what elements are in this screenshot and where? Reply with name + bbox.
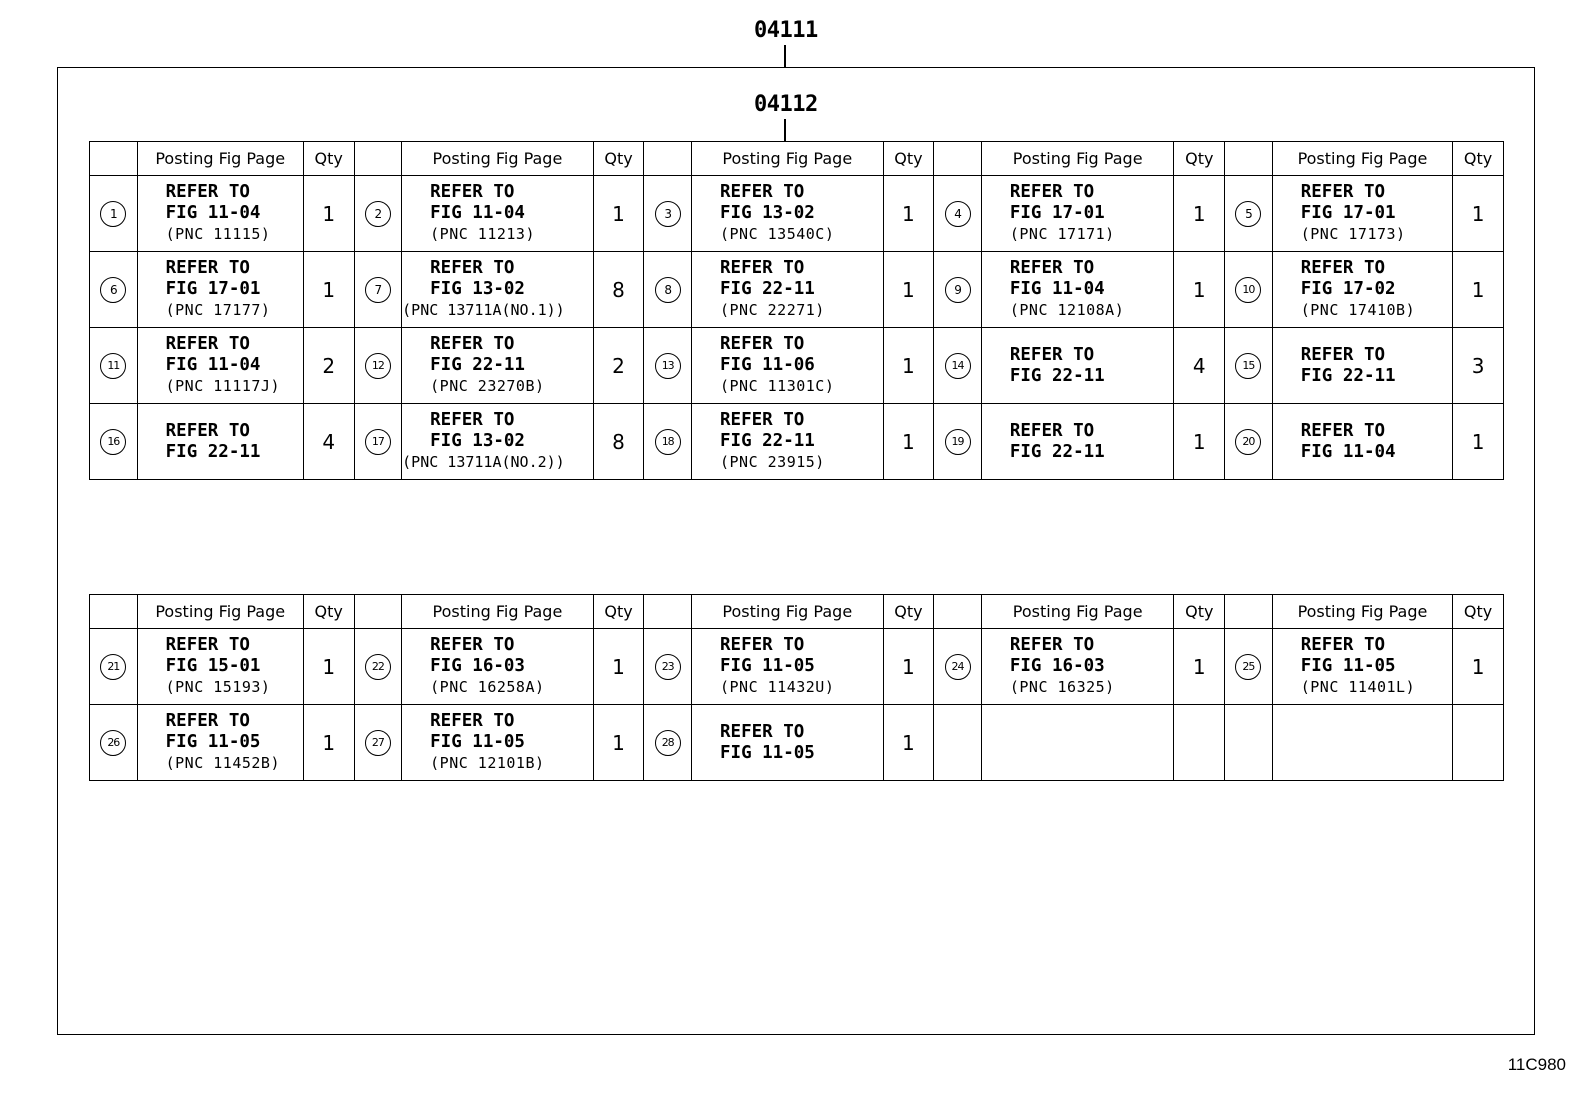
fig-number: FIG 16-03 <box>1009 656 1105 676</box>
refer-to-text: REFER TO <box>430 182 515 202</box>
pnc-reference: (PNC 16325) <box>1009 678 1115 696</box>
header-number-column <box>934 595 982 629</box>
refer-to-text: REFER TO <box>1009 344 1095 365</box>
fig-number: FIG 16-03 <box>430 656 525 676</box>
refer-to-text: REFER TO <box>165 258 250 278</box>
refer-to-text: REFER TO <box>1009 182 1095 202</box>
qty-cell: 2 <box>593 328 644 404</box>
qty-cell: 1 <box>1453 629 1504 705</box>
refer-to-text: REFER TO <box>720 635 805 655</box>
item-number-cell <box>354 176 402 252</box>
header-qty: Qty <box>593 142 644 176</box>
pnc-reference: (PNC 12108A) <box>1009 301 1125 319</box>
posting-fig-page-cell <box>692 629 884 705</box>
callout-leader-outer <box>784 45 786 67</box>
pnc-reference: (PNC 17177) <box>165 301 271 319</box>
pnc-reference: (PNC 17171) <box>1009 225 1115 243</box>
header-posting-fig-page: Posting Fig Page <box>1272 142 1452 176</box>
callout-04112: 04112 <box>754 92 818 117</box>
item-number-cell <box>354 705 402 781</box>
header-posting-fig-page: Posting Fig Page <box>692 142 884 176</box>
qty-cell: 1 <box>883 176 934 252</box>
posting-fig-page-cell <box>402 404 594 480</box>
fig-number: FIG 11-04 <box>430 203 525 223</box>
qty-cell: 1 <box>883 404 934 480</box>
refer-to-text: REFER TO <box>430 410 515 430</box>
qty-cell: 1 <box>303 705 354 781</box>
header-number-column <box>934 142 982 176</box>
fig-number: FIG 11-04 <box>165 355 261 375</box>
item-number-cell <box>934 705 982 781</box>
header-posting-fig-page: Posting Fig Page <box>981 142 1174 176</box>
qty-cell: 1 <box>1174 252 1225 328</box>
header-qty: Qty <box>1174 595 1225 629</box>
header-number-column <box>354 595 402 629</box>
qty-cell: 1 <box>303 629 354 705</box>
pnc-reference: (PNC 11401L) <box>1300 678 1416 696</box>
item-number-cell <box>934 328 982 404</box>
posting-fig-page-cell <box>402 328 594 404</box>
posting-fig-page-cell <box>981 629 1174 705</box>
posting-fig-page-cell <box>1272 176 1452 252</box>
item-number-cell <box>354 404 402 480</box>
header-posting-fig-page: Posting Fig Page <box>692 595 884 629</box>
posting-fig-page-cell <box>692 176 884 252</box>
parts-table-2 <box>89 594 1504 781</box>
pnc-reference: (PNC 11432U) <box>720 678 835 696</box>
fig-number: FIG 13-02 <box>430 431 525 451</box>
circled-item-number: 28 <box>655 730 681 756</box>
item-number-cell <box>934 404 982 480</box>
refer-to-text: REFER TO <box>430 258 515 278</box>
qty-cell: 1 <box>593 705 644 781</box>
fig-number: FIG 15-01 <box>165 656 261 676</box>
pnc-reference: (PNC 13711A(NO.1)) <box>402 301 565 319</box>
item-number-cell <box>644 629 692 705</box>
qty-cell: 3 <box>1453 328 1504 404</box>
table-row <box>90 252 1504 328</box>
item-number-cell <box>354 629 402 705</box>
item-number-cell <box>1225 629 1273 705</box>
qty-cell: 1 <box>883 328 934 404</box>
qty-cell <box>1174 705 1225 781</box>
circled-item-number: 2 <box>365 201 391 227</box>
item-number-cell <box>90 629 138 705</box>
header-posting-fig-page: Posting Fig Page <box>981 595 1174 629</box>
header-posting-fig-page: Posting Fig Page <box>137 142 303 176</box>
refer-to-text: REFER TO <box>165 182 250 202</box>
posting-fig-page-cell <box>1272 252 1452 328</box>
posting-fig-page-cell <box>981 404 1174 480</box>
fig-number: FIG 22-11 <box>1009 441 1105 462</box>
parts-table-1 <box>89 141 1504 480</box>
pnc-reference: (PNC 12101B) <box>430 754 545 772</box>
item-number-cell <box>90 176 138 252</box>
refer-to-text: REFER TO <box>165 420 250 441</box>
circled-item-number: 11 <box>100 353 126 379</box>
circled-item-number: 3 <box>655 201 681 227</box>
circled-item-number: 20 <box>1235 429 1261 455</box>
fig-number: FIG 17-01 <box>1009 203 1105 223</box>
circled-item-number: 15 <box>1235 353 1261 379</box>
refer-to-text: REFER TO <box>165 711 250 731</box>
fig-number: FIG 22-11 <box>1300 365 1396 386</box>
posting-fig-page-cell <box>981 705 1174 781</box>
circled-item-number: 14 <box>945 353 971 379</box>
qty-cell: 1 <box>1453 176 1504 252</box>
item-number-cell <box>1225 252 1273 328</box>
circled-item-number: 27 <box>365 730 391 756</box>
posting-fig-page-cell <box>137 404 303 480</box>
pnc-reference: (PNC 23915) <box>720 453 825 471</box>
circled-item-number: 12 <box>365 353 391 379</box>
pnc-reference: (PNC 13540C) <box>720 225 835 243</box>
qty-cell: 1 <box>303 176 354 252</box>
refer-to-text: REFER TO <box>430 334 515 354</box>
refer-to-text: REFER TO <box>1300 258 1386 278</box>
header-posting-fig-page: Posting Fig Page <box>402 142 594 176</box>
item-number-cell <box>354 328 402 404</box>
header-posting-fig-page: Posting Fig Page <box>402 595 594 629</box>
qty-cell: 1 <box>593 629 644 705</box>
circled-item-number: 26 <box>100 730 126 756</box>
circled-item-number: 17 <box>365 429 391 455</box>
qty-cell: 1 <box>1174 176 1225 252</box>
refer-to-text: REFER TO <box>1009 635 1095 655</box>
posting-fig-page-cell <box>981 176 1174 252</box>
table-row <box>90 705 1504 781</box>
pnc-reference: (PNC 11301C) <box>720 377 835 395</box>
circled-item-number: 4 <box>945 201 971 227</box>
table-row <box>90 404 1504 480</box>
qty-cell: 2 <box>303 328 354 404</box>
circled-item-number: 25 <box>1235 654 1261 680</box>
fig-number: FIG 11-05 <box>165 732 261 752</box>
callout-04111: 04111 <box>754 18 818 43</box>
circled-item-number: 5 <box>1235 201 1261 227</box>
circled-item-number: 1 <box>100 201 126 227</box>
header-number-column <box>644 595 692 629</box>
header-qty: Qty <box>303 142 354 176</box>
posting-fig-page-cell <box>1272 629 1452 705</box>
header-number-column <box>354 142 402 176</box>
header-qty: Qty <box>1174 142 1225 176</box>
item-number-cell <box>1225 404 1273 480</box>
refer-to-text: REFER TO <box>720 258 805 278</box>
posting-fig-page-cell <box>981 252 1174 328</box>
refer-to-text: REFER TO <box>720 410 805 430</box>
fig-number: FIG 17-02 <box>1300 279 1396 299</box>
posting-fig-page-cell <box>137 176 303 252</box>
posting-fig-page-cell <box>137 252 303 328</box>
refer-to-text: REFER TO <box>1300 635 1386 655</box>
header-posting-fig-page: Posting Fig Page <box>137 595 303 629</box>
refer-to-text: REFER TO <box>430 635 515 655</box>
qty-cell: 1 <box>1453 404 1504 480</box>
posting-fig-page-cell <box>137 629 303 705</box>
qty-cell: 4 <box>1174 328 1225 404</box>
fig-number: FIG 13-02 <box>720 203 815 223</box>
posting-fig-page-cell <box>692 252 884 328</box>
circled-item-number: 24 <box>945 654 971 680</box>
circled-item-number: 21 <box>100 654 126 680</box>
item-number-cell <box>934 176 982 252</box>
item-number-cell <box>644 176 692 252</box>
item-number-cell <box>644 705 692 781</box>
item-number-cell <box>354 252 402 328</box>
fig-number: FIG 22-11 <box>720 431 815 451</box>
refer-to-text: REFER TO <box>165 334 250 354</box>
header-qty: Qty <box>1453 595 1504 629</box>
item-number-cell <box>644 252 692 328</box>
refer-to-text: REFER TO <box>720 182 805 202</box>
circled-item-number: 8 <box>655 277 681 303</box>
refer-to-text: REFER TO <box>1009 420 1095 441</box>
header-number-column <box>644 142 692 176</box>
fig-number: FIG 22-11 <box>1009 365 1105 386</box>
refer-to-text: REFER TO <box>720 334 805 354</box>
fig-number: FIG 22-11 <box>430 355 525 375</box>
header-qty: Qty <box>303 595 354 629</box>
pnc-reference: (PNC 17410B) <box>1300 301 1416 319</box>
item-number-cell <box>90 404 138 480</box>
header-number-column <box>1225 595 1273 629</box>
refer-to-text: REFER TO <box>165 635 250 655</box>
qty-cell: 1 <box>883 705 934 781</box>
item-number-cell <box>644 328 692 404</box>
table-header-row <box>90 595 1504 629</box>
circled-item-number: 16 <box>100 429 126 455</box>
qty-cell: 1 <box>1174 629 1225 705</box>
refer-to-text: REFER TO <box>430 711 515 731</box>
header-number-column <box>1225 142 1273 176</box>
qty-cell: 1 <box>593 176 644 252</box>
header-number-column <box>90 595 138 629</box>
circled-item-number: 13 <box>655 353 681 379</box>
posting-fig-page-cell <box>402 176 594 252</box>
refer-to-text: REFER TO <box>1300 344 1386 365</box>
header-qty: Qty <box>1453 142 1504 176</box>
figure-code: 11C980 <box>1507 1055 1566 1074</box>
posting-fig-page-cell <box>137 705 303 781</box>
posting-fig-page-cell <box>1272 705 1452 781</box>
item-number-cell <box>90 252 138 328</box>
refer-to-text: REFER TO <box>1300 420 1386 441</box>
circled-item-number: 9 <box>945 277 971 303</box>
circled-item-number: 19 <box>945 429 971 455</box>
pnc-reference: (PNC 11213) <box>430 225 535 243</box>
circled-item-number: 6 <box>100 277 126 303</box>
item-number-cell <box>90 705 138 781</box>
posting-fig-page-cell <box>692 328 884 404</box>
posting-fig-page-cell <box>692 404 884 480</box>
qty-cell: 1 <box>883 629 934 705</box>
callout-leader-inner <box>784 119 786 141</box>
fig-number: FIG 17-01 <box>1300 203 1396 223</box>
fig-number: FIG 13-02 <box>430 279 525 299</box>
table-header-row <box>90 142 1504 176</box>
posting-fig-page-cell <box>1272 404 1452 480</box>
pnc-reference: (PNC 23270B) <box>430 377 545 395</box>
header-qty: Qty <box>883 595 934 629</box>
item-number-cell <box>1225 705 1273 781</box>
pnc-reference: (PNC 15193) <box>165 678 271 696</box>
refer-to-text: REFER TO <box>1009 258 1095 278</box>
qty-cell: 1 <box>1174 404 1225 480</box>
refer-to-text: REFER TO <box>720 721 805 742</box>
circled-item-number: 10 <box>1235 277 1261 303</box>
pnc-reference: (PNC 17173) <box>1300 225 1406 243</box>
header-qty: Qty <box>593 595 644 629</box>
item-number-cell <box>1225 176 1273 252</box>
header-posting-fig-page: Posting Fig Page <box>1272 595 1452 629</box>
fig-number: FIG 11-05 <box>430 732 525 752</box>
pnc-reference: (PNC 22271) <box>720 301 825 319</box>
fig-number: FIG 11-05 <box>720 742 815 763</box>
item-number-cell <box>90 328 138 404</box>
qty-cell: 1 <box>303 252 354 328</box>
posting-fig-page-cell <box>981 328 1174 404</box>
table-row <box>90 328 1504 404</box>
qty-cell: 8 <box>593 252 644 328</box>
item-number-cell <box>934 629 982 705</box>
qty-cell: 4 <box>303 404 354 480</box>
posting-fig-page-cell <box>137 328 303 404</box>
qty-cell <box>1453 705 1504 781</box>
fig-number: FIG 11-05 <box>1300 656 1396 676</box>
fig-number: FIG 11-05 <box>720 656 815 676</box>
table-row <box>90 629 1504 705</box>
pnc-reference: (PNC 11115) <box>165 225 271 243</box>
fig-number: FIG 22-11 <box>165 441 261 462</box>
posting-fig-page-cell <box>402 252 594 328</box>
item-number-cell <box>934 252 982 328</box>
refer-to-text: REFER TO <box>1300 182 1386 202</box>
pnc-reference: (PNC 16258A) <box>430 678 545 696</box>
qty-cell: 1 <box>883 252 934 328</box>
header-number-column <box>90 142 138 176</box>
fig-number: FIG 11-06 <box>720 355 815 375</box>
item-number-cell <box>644 404 692 480</box>
posting-fig-page-cell <box>402 629 594 705</box>
pnc-reference: (PNC 11452B) <box>165 754 280 772</box>
circled-item-number: 22 <box>365 654 391 680</box>
table-row <box>90 176 1504 252</box>
posting-fig-page-cell <box>402 705 594 781</box>
circled-item-number: 23 <box>655 654 681 680</box>
qty-cell: 1 <box>1453 252 1504 328</box>
fig-number: FIG 11-04 <box>1009 279 1105 299</box>
fig-number: FIG 17-01 <box>165 279 261 299</box>
qty-cell: 8 <box>593 404 644 480</box>
fig-number: FIG 11-04 <box>165 203 261 223</box>
circled-item-number: 18 <box>655 429 681 455</box>
fig-number: FIG 11-04 <box>1300 441 1396 462</box>
posting-fig-page-cell <box>1272 328 1452 404</box>
circled-item-number: 7 <box>365 277 391 303</box>
fig-number: FIG 22-11 <box>720 279 815 299</box>
pnc-reference: (PNC 13711A(NO.2)) <box>402 453 565 471</box>
header-qty: Qty <box>883 142 934 176</box>
item-number-cell <box>1225 328 1273 404</box>
posting-fig-page-cell <box>692 705 884 781</box>
pnc-reference: (PNC 11117J) <box>165 377 280 395</box>
